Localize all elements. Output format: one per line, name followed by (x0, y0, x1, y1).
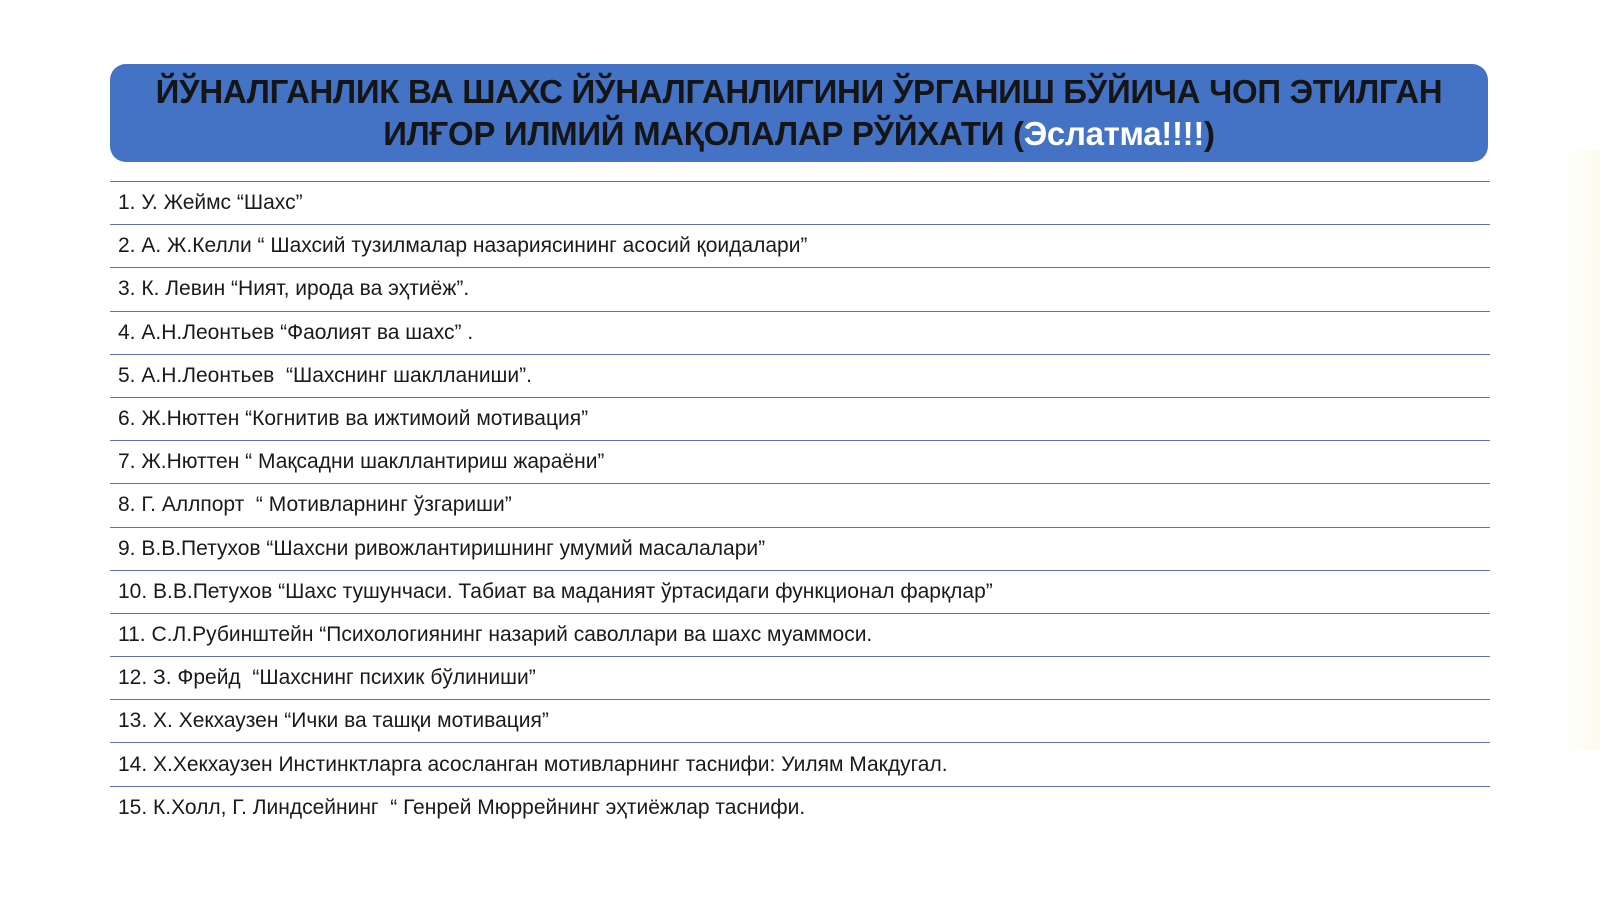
list-item: 11. С.Л.Рубинштейн “Психологиянинг назарий саволлари ва шахс муаммоси. (110, 614, 1490, 657)
list-item: 4. А.Н.Леонтьев “Фаолият ва шахс” . (110, 312, 1490, 355)
list-item: 13. Х. Хекхаузен “Ички ва ташқи мотивация” (110, 700, 1490, 743)
article-list (110, 181, 1490, 830)
list-item: 5. А.Н.Леонтьев “Шахснинг шаклланиши”. (110, 355, 1490, 398)
list-item: 8. Г. Аллпорт “ Мотивларнинг ўзгариши” (110, 484, 1490, 527)
list-item: 7. Ж.Нюттен “ Мақсадни шакллантириш жараёни” (110, 441, 1490, 484)
title-note: Эслатма!!!! (1023, 115, 1205, 152)
list-item: 10. В.В.Петухов “Шахс тушунчаси. Табиат ва маданият ўртасидаги функционал фарқлар” (110, 571, 1490, 614)
list-item: 2. А. Ж.Келли “ Шахсий тузилмалар назариясининг асосий қоидалари” (110, 225, 1490, 268)
title-banner (110, 64, 1488, 162)
title-line-2-close: ) (1204, 115, 1215, 152)
decorative-edge (1560, 150, 1600, 750)
list-item: 15. К.Холл, Г. Линдсейнинг “ Генрей Мюррейнинг эҳтиёжлар таснифи. (118, 796, 806, 820)
title-line-2 (383, 113, 1214, 155)
list-item: 1. У. Жеймс “Шахс” (110, 182, 1490, 225)
list-item: 3. К. Левин “Ният, ирода ва эҳтиёж”. (110, 268, 1490, 311)
list-item: 12. З. Фрейд “Шахснинг психик бўлиниши” (110, 657, 1490, 700)
list-item: 14. Х.Хекхаузен Инстинктларга асосланган мотивларнинг таснифи: Уилям Макдугал. (110, 743, 1490, 786)
list-item: 6. Ж.Нюттен “Когнитив ва ижтимоий мотивация” (110, 398, 1490, 441)
title-line-1: ЙЎНАЛГАНЛИК ВА ШАХС ЙЎНАЛГАНЛИГИНИ ЎРГАНИШ БЎЙИЧА ЧОП ЭТИЛГАН (155, 73, 1443, 110)
list-item: 9. В.В.Петухов “Шахсни ривожлантиришнинг умумий масалалари” (110, 528, 1490, 571)
title-line-2-main: ИЛҒОР ИЛМИЙ МАҚОЛАЛАР РЎЙХАТИ ( (383, 115, 1024, 152)
